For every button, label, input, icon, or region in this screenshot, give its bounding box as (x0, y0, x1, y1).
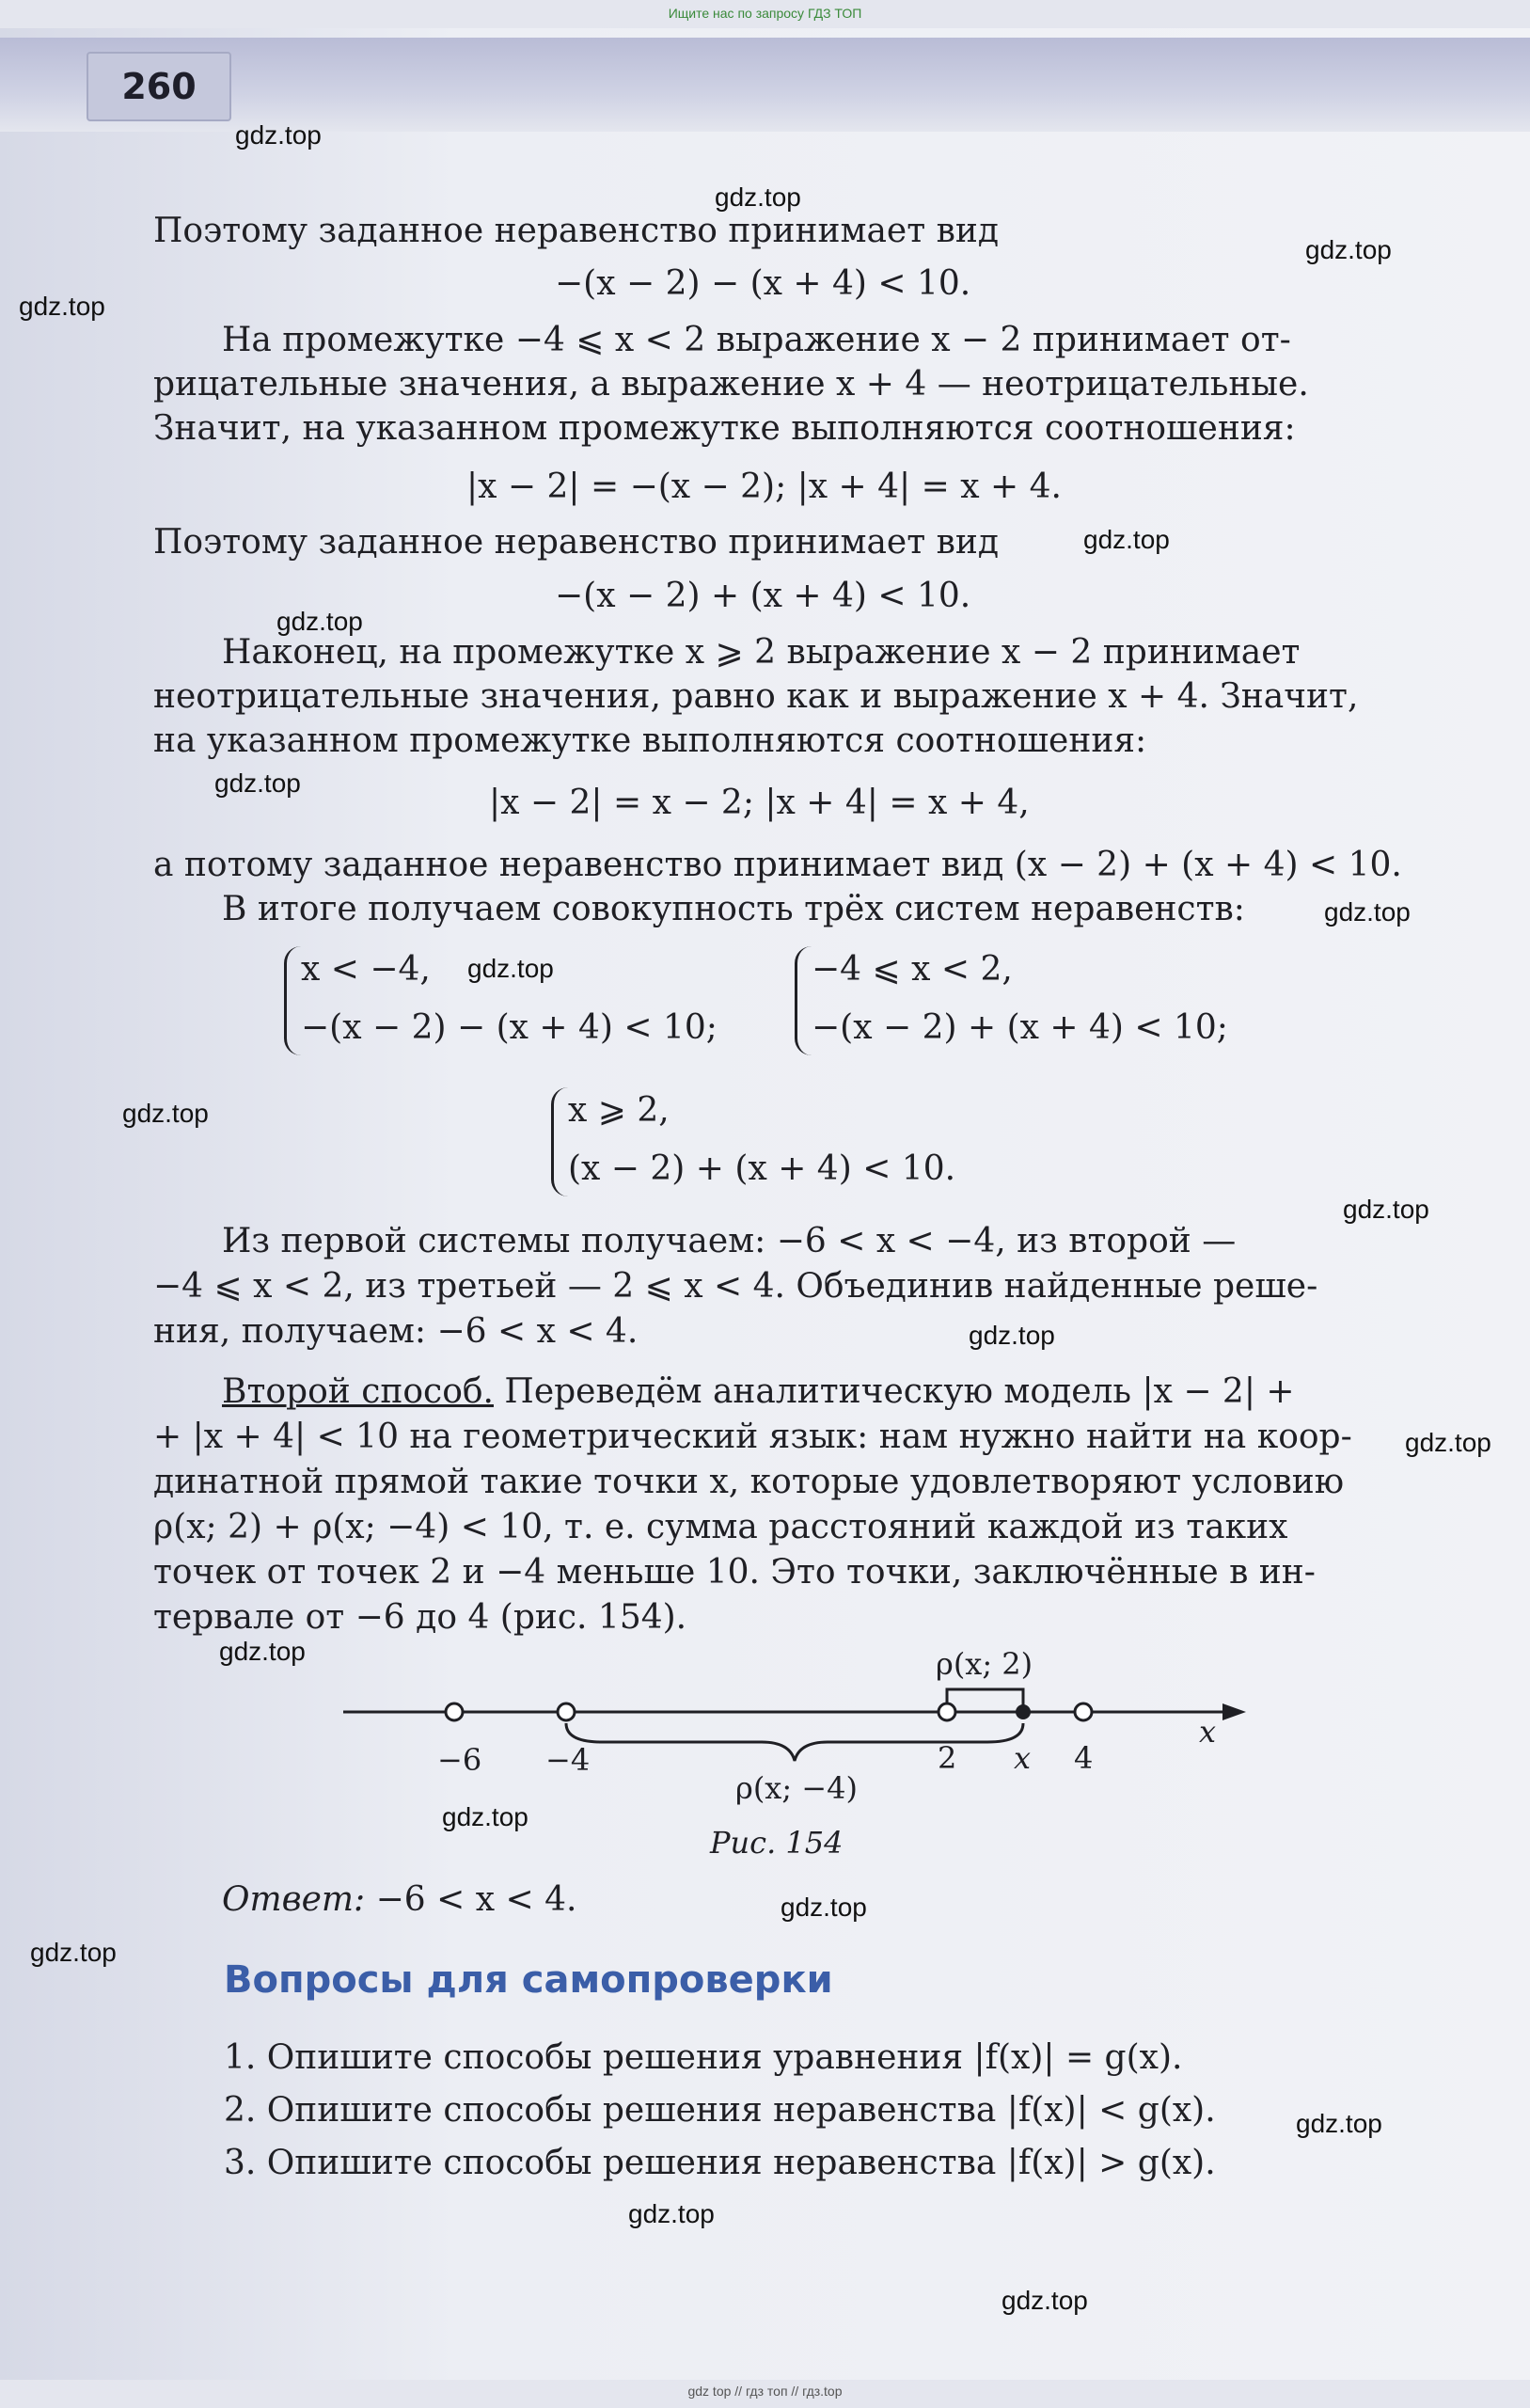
top-brace (947, 1689, 1023, 1710)
questions-heading: Вопросы для самопроверки (224, 1958, 833, 2002)
text-line: Поэтому заданное неравенство принимает вид (153, 523, 999, 562)
text-fragment: Переведём аналитическую модель |x − 2| + (493, 1372, 1295, 1411)
system-3-line-b: (x − 2) + (x + 4) < 10. (568, 1149, 956, 1188)
point-minus-4 (558, 1703, 575, 1720)
watermark: gdz.top (467, 954, 554, 983)
system-2-line-a: −4 ⩽ x < 2, (812, 950, 1013, 989)
figure-caption: Рис. 154 (710, 1825, 844, 1861)
label-rho-x-2: ρ(x; 2) (936, 1646, 1033, 1682)
answer-line (222, 1877, 576, 1923)
label-rho-x-minus-4: ρ(x; −4) (735, 1770, 858, 1806)
method-title: Второй способ. (222, 1372, 494, 1411)
formula-line: |x − 2| = x − 2; |x + 4| = x + 4, (489, 784, 1030, 822)
text-line: На промежутке −4 ⩽ x < 2 выражение x − 2 принимает от- (222, 321, 1291, 359)
formula-line: −(x − 2) − (x + 4) < 10. (555, 264, 971, 303)
system-1-line-a: x < −4, (301, 950, 431, 989)
axis-arrow-icon (1222, 1703, 1246, 1720)
page-number: 260 (87, 52, 231, 121)
text-line: ния, получаем: −6 < x < 4. (153, 1312, 639, 1351)
watermark: gdz.top (19, 292, 105, 321)
watermark: gdz.top (1083, 525, 1170, 554)
watermark: gdz.top (219, 1637, 306, 1666)
watermark: gdz.top (235, 120, 322, 150)
system-3-line-a: x ⩾ 2, (568, 1091, 670, 1130)
watermark: gdz.top (442, 1802, 528, 1831)
text-line: неотрицательные значения, равно как и выражение x + 4. Значит, (153, 677, 1359, 716)
watermark: gdz.top (122, 1099, 209, 1128)
text-line: + |x + 4| < 10 на геометрический язык: нам нужно найти на коор- (153, 1418, 1352, 1456)
text-line: Наконец, на промежутке x ⩾ 2 выражение x − 2 принимает (222, 633, 1301, 672)
watermark: gdz.top (628, 2199, 715, 2228)
point-2 (939, 1703, 955, 1720)
tick-label-4: 4 (1074, 1740, 1094, 1776)
system-2 (812, 941, 1228, 1057)
watermark: gdz.top (30, 1938, 117, 1967)
question-item: 1. Опишите способы решения уравнения |f(x)| = g(x). (224, 2038, 1183, 2077)
watermark: gdz.top (715, 182, 801, 212)
text-line: точек от точек 2 и −4 меньше 10. Это точки, заключённые в ин- (153, 1553, 1316, 1592)
answer-value: −6 < x < 4. (365, 1880, 577, 1919)
watermark: gdz.top (1305, 235, 1392, 264)
tick-label-2: 2 (938, 1740, 957, 1776)
answer-label: Ответ: (222, 1880, 366, 1919)
bottom-note: gdz top // гдз топ // гдз.top (687, 2384, 843, 2399)
text-line (222, 1370, 1295, 1415)
formula-line: −(x − 2) + (x + 4) < 10. (555, 577, 971, 615)
question-item: 3. Опишите способы решения неравенства |f(x)| > g(x). (224, 2144, 1216, 2182)
formula-line: |x − 2| = −(x − 2); |x + 4| = x + 4. (466, 467, 1062, 506)
watermark: gdz.top (1324, 897, 1411, 927)
text-line: динатной прямой такие точки x, которые удовлетворяют условию (153, 1463, 1345, 1501)
text-line: Из первой системы получаем: −6 < x < −4, из второй — (222, 1222, 1237, 1260)
tick-label-x: x (1014, 1740, 1032, 1776)
watermark: gdz.top (214, 768, 301, 798)
top-note: Ищите нас по запросу ГДЗ ТОП (668, 6, 862, 21)
text-line: на указанном промежутке выполняются соотношения: (153, 721, 1147, 760)
system-2-line-b: −(x − 2) + (x + 4) < 10; (812, 1008, 1228, 1047)
text-line: рицательные значения, а выражение x + 4 — неотрицательные. (153, 365, 1309, 404)
text-line: Поэтому заданное неравенство принимает вид (153, 212, 999, 250)
watermark: gdz.top (1002, 2286, 1088, 2315)
watermark: gdz.top (1343, 1195, 1429, 1224)
text-line: а потому заданное неравенство принимает вид (x − 2) + (x + 4) < 10. (153, 846, 1402, 884)
watermark: gdz.top (969, 1321, 1055, 1350)
tick-label-minus-6: −6 (437, 1742, 482, 1778)
tick-label-minus-4: −4 (545, 1742, 591, 1778)
point-minus-6 (446, 1703, 463, 1720)
watermark: gdz.top (1296, 2109, 1382, 2138)
question-item: 2. Опишите способы решения неравенства |f(x)| < g(x). (224, 2091, 1216, 2130)
system-3 (568, 1082, 955, 1198)
point-4 (1075, 1703, 1092, 1720)
text-line: Значит, на указанном промежутке выполняются соотношения: (153, 409, 1296, 448)
text-line: тервале от −6 до 4 (рис. 154). (153, 1598, 687, 1637)
watermark: gdz.top (781, 1893, 867, 1922)
watermark: gdz.top (1405, 1428, 1491, 1457)
watermark: gdz.top (276, 607, 363, 636)
axis-label-x: x (1199, 1714, 1217, 1750)
text-line: В итоге получаем совокупность трёх систем неравенств: (222, 890, 1245, 928)
system-1-line-b: −(x − 2) − (x + 4) < 10; (301, 1008, 718, 1047)
text-line: −4 ⩽ x < 2, из третьей — 2 ⩽ x < 4. Объединив найденные реше- (153, 1267, 1318, 1306)
point-x (1016, 1704, 1031, 1719)
text-line: ρ(x; 2) + ρ(x; −4) < 10, т. е. сумма расстояний каждой из таких (153, 1508, 1288, 1546)
